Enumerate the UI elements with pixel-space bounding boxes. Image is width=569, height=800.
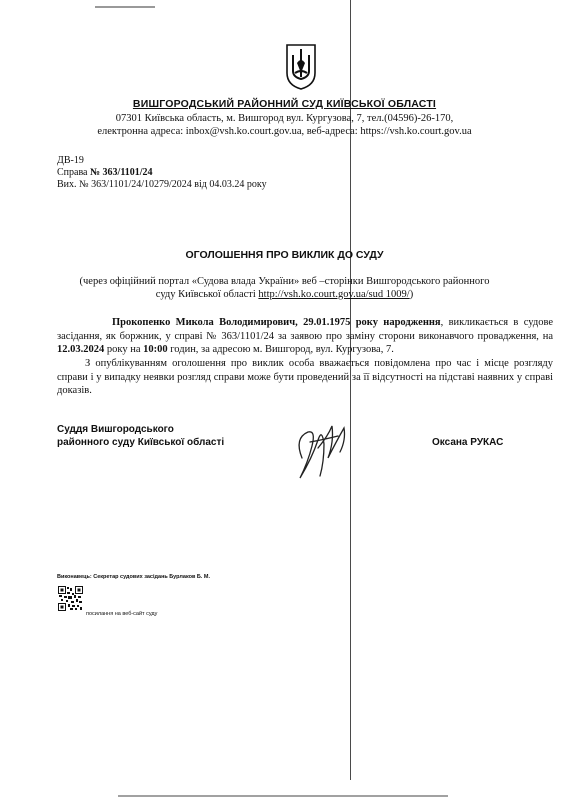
qr-code-icon[interactable] [58, 586, 83, 611]
hearing-date: 12.03.2024 [57, 344, 105, 355]
scan-artifact-bottom [118, 795, 448, 797]
court-contacts: електронна адреса: inbox@vsh.ko.court.gov.ua, веб-адреса: https://vsh.ko.court.gov.ua [97, 126, 472, 137]
doc-code: ДВ-19 [57, 155, 84, 166]
court-portal-link[interactable]: http://vsh.ko.court.gov.ua/sud 1009/ [258, 289, 410, 300]
summons-paragraph: Прокопенко Микола Володимирович, 29.01.1975 року народження, викликається в судове засідання, як боржник, у справі № 363/1101/24 за заявою про заміну сторони виконавчого провадження, на 12.03.2024 року на 10:00 годин, за адресою м. Вишгород, вул. Кургузова, 7. [57, 317, 553, 355]
court-name: ВИШГОРОДСЬКИЙ РАЙОННИЙ СУД КИЇВСЬКОЇ ОБЛАСТІ [132, 98, 437, 110]
court-address: 07301 Київська область, м. Вишгород вул. Кургузова, 7, тел.(04596)-26-170, [115, 113, 454, 124]
case-number: № 363/1101/24 [90, 167, 153, 178]
signature-icon [288, 418, 356, 486]
subtitle-line-2: суду Київської області http://vsh.ko.court.gov.ua/sud 1009/) [155, 289, 414, 300]
qr-caption: посилання на веб-сайт суду [86, 611, 158, 617]
subtitle-line-1: (через офіційний портал «Судова влада України» веб –сторінки Вишгородського районного [79, 276, 490, 287]
coat-of-arms-icon [285, 43, 317, 91]
document-title: ОГОЛОШЕННЯ ПРО ВИКЛИК ДО СУДУ [185, 249, 384, 261]
judge-name: Оксана РУКАС [432, 437, 504, 448]
outgoing-number: Вих. № 363/1101/24/10279/2024 від 04.03.24 року [57, 179, 267, 190]
scan-artifact-top [95, 0, 155, 8]
judge-role-line-1: Суддя Вишгородського [57, 424, 174, 435]
executor-line: Виконавець: Секретар судових засідань Бурлаков Б. М. [57, 574, 211, 580]
case-line: Справа № 363/1101/24 [57, 167, 153, 178]
judge-role-line-2: районного суду Київської області [57, 437, 225, 448]
summoned-person: Прокопенко Микола Володимирович, 29.01.1975 року народження [112, 317, 441, 328]
notice-paragraph: З опублікуванням оголошення про виклик особа вважається повідомлена про час і місце розгляду справи і у випадку неявки розгляд справи може бути проведений за її відсутності на підставі наявних у справі доказів. [57, 358, 553, 396]
hearing-time: 10:00 [143, 344, 168, 355]
